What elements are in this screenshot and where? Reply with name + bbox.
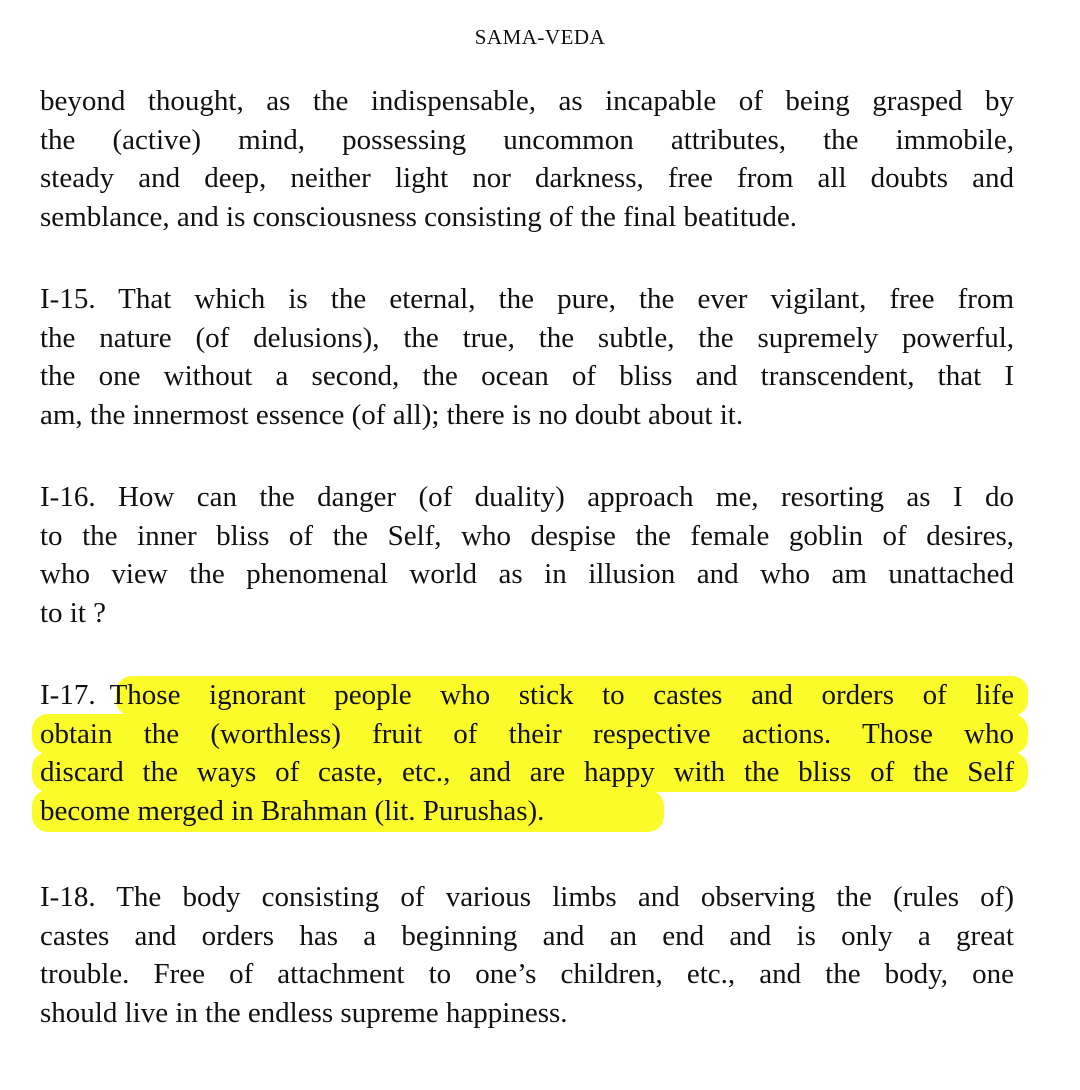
text-line: should live in the endless supreme happiness. — [40, 996, 568, 1029]
text-line: steady and deep, neither light nor darkness, free from all doubts and — [40, 162, 1014, 194]
highlighted-text-line: discard the ways of caste, etc., and are happy with the bliss of the Self — [40, 756, 1014, 788]
text-line: trouble. Free of attachment to one’s children, etc., and the body, one — [40, 958, 1014, 990]
highlighted-text-line: obtain the (worthless) fruit of their respective actions. Those who — [40, 717, 1014, 750]
text-line: I-16. How can the danger (of duality) approach me, resorting as I do — [40, 481, 1014, 513]
text-line: the nature (of delusions), the true, the subtle, the supremely powerful, — [40, 321, 1014, 354]
text-line: am, the innermost essence (of all); there is no doubt about it. — [40, 398, 744, 431]
verse-i-17 — [40, 676, 1014, 830]
text-line: castes and orders has a beginning and an end and is only a great — [40, 919, 1014, 952]
verse-i-15 — [40, 280, 1014, 434]
paragraph-continuation — [40, 82, 1014, 236]
verse-i-16 — [40, 478, 1014, 632]
text-line: who view the phenomenal world as in illusion and who am unattached — [40, 558, 1014, 590]
text-line: I-15. That which is the eternal, the pure, the ever vigilant, free from — [40, 283, 1014, 315]
text-line: I-18. The body consisting of various limbs and observing the (rules of) — [40, 881, 1014, 913]
running-header: SAMA-VEDA — [474, 25, 606, 49]
verse-label: I-17. — [40, 679, 96, 711]
text-line: semblance, and is consciousness consisting of the final beatitude. — [40, 200, 798, 233]
text-line: to it ? — [40, 596, 107, 629]
text-line: to the inner bliss of the Self, who despise the female goblin of desires, — [40, 519, 1014, 552]
highlighted-text-line: become merged in Brahman (lit. Purushas). — [40, 794, 545, 827]
text-line: the one without a second, the ocean of bliss and transcendent, that I — [40, 360, 1014, 392]
highlighted-text-line: Those ignorant people who stick to castes and orders of life — [109, 679, 1014, 711]
text-line: beyond thought, as the indispensable, as incapable of being grasped by — [40, 85, 1014, 117]
verse-i-18 — [40, 878, 1014, 1032]
text-line: the (active) mind, possessing uncommon attributes, the immobile, — [40, 123, 1014, 156]
